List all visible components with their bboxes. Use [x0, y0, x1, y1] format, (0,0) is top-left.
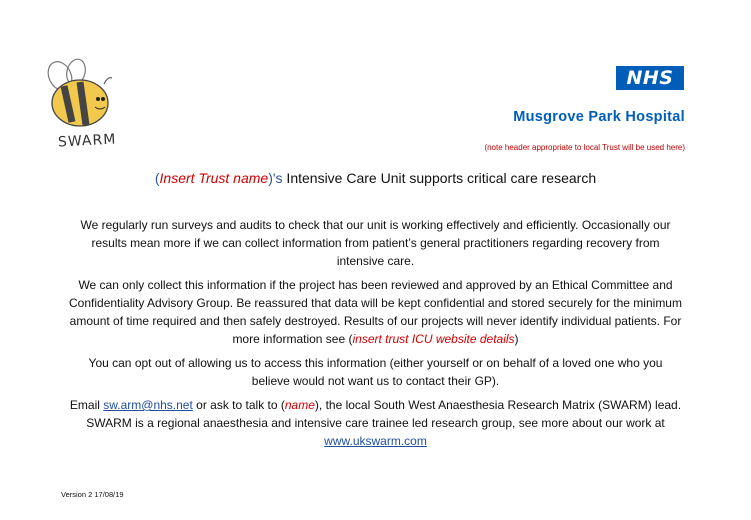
body-text	[68, 216, 683, 456]
page-title	[0, 170, 751, 186]
paragraph-approval	[68, 276, 683, 348]
title-rest: Intensive Care Unit supports critical care research	[282, 170, 597, 186]
website-placeholder: insert trust ICU website details	[352, 332, 515, 346]
paragraph-contact	[68, 396, 683, 450]
title-trust-placeholder: Insert Trust name	[159, 170, 269, 186]
website-link[interactable]: www.ukswarm.com	[324, 434, 427, 448]
title-close-paren: )'s	[268, 170, 283, 186]
nhs-logo: NHS	[616, 66, 684, 90]
contact-prefix: Email	[69, 398, 104, 412]
email-link[interactable]: sw.arm@nhs.net	[103, 398, 193, 412]
contact-mid1: or ask to talk to (	[192, 398, 285, 412]
swarm-logo-text: SWARM	[57, 131, 117, 151]
paragraph-surveys: We regularly run surveys and audits to check that our unit is working effectively and efficiently. Occasionally our results mean more if we can collect information from patient’s general practitioners regarding recovery from intensive care.	[80, 218, 671, 268]
name-placeholder: name	[284, 398, 315, 412]
header-note: (note header appropriate to local Trust will be used here)	[484, 143, 685, 152]
swarm-logo	[42, 58, 132, 158]
approval-text: We can only collect this information if the project has been reviewed and approved by an Ethical Committee and Confidentiality Advisory Group. Be reassured that data will be kept confidential and stored securely for the minimum amount of time required and then safely destroyed. Results of our projects will never identify individual patients. For more information see (	[69, 278, 682, 346]
approval-close: )	[514, 332, 519, 346]
paragraph-opt-out: You can opt out of allowing us to access this information (either yourself or on behalf of a loved one who you believe would not want us to contact their GP).	[88, 356, 663, 388]
title-open-paren: (	[154, 170, 160, 186]
contact-mid2: ), the local South West Anaesthesia Research Matrix (SWARM) lead. SWARM is a regional anaesthesia and intensive care trainee led research group, see more about our work at	[86, 398, 682, 430]
hospital-name: Musgrove Park Hospital	[513, 109, 685, 125]
version-label: Version 2 17/08/19	[61, 490, 124, 499]
